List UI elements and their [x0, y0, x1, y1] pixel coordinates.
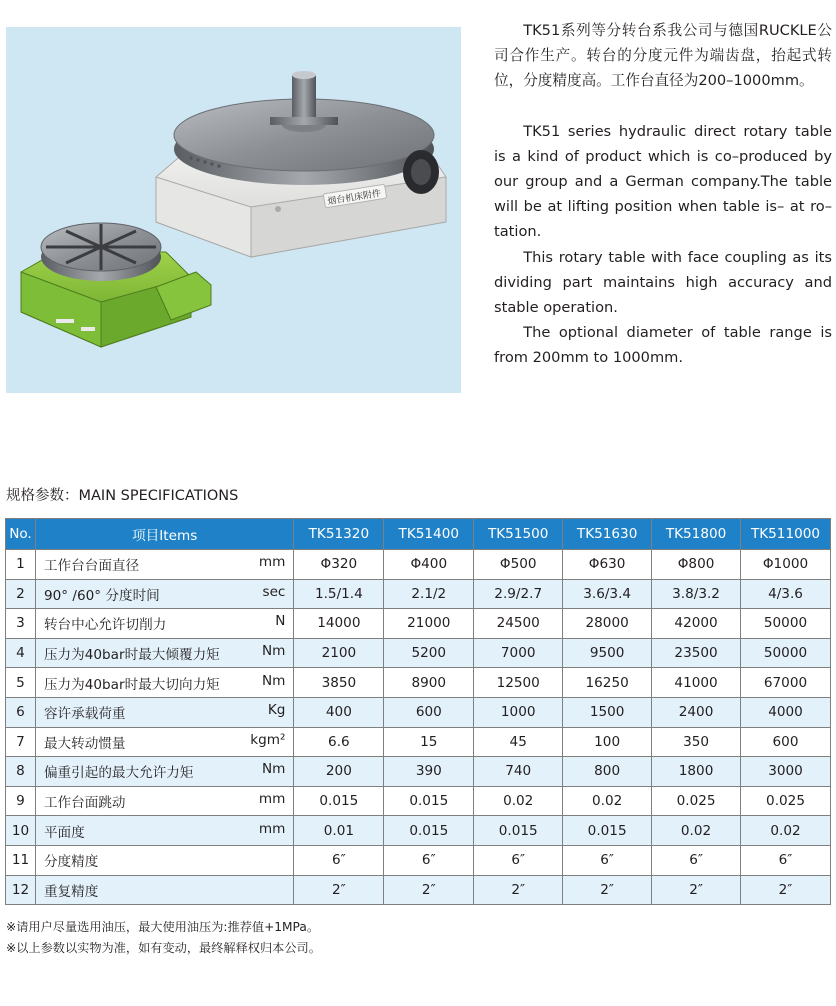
- table-row: [6, 757, 831, 787]
- value-cell: 2.9/2.7: [474, 579, 563, 609]
- intro-text: [494, 18, 832, 371]
- rotary-tables-illustration: [6, 27, 461, 393]
- item-unit: kgm²: [250, 731, 286, 748]
- value-cell: 0.01: [294, 816, 384, 846]
- value-cell: 4000: [741, 697, 831, 727]
- value-cell: 2.1/2: [384, 579, 474, 609]
- value-cell: 400: [294, 697, 384, 727]
- row-number: 5: [6, 668, 36, 698]
- header-model: TK51500: [474, 519, 563, 550]
- table-row: [6, 668, 831, 698]
- value-cell: 6.6: [294, 727, 384, 757]
- value-cell: 0.025: [741, 786, 831, 816]
- value-cell: 42000: [652, 609, 741, 639]
- item-unit: mm: [258, 791, 286, 808]
- item-cell: [35, 786, 293, 816]
- row-number: 8: [6, 757, 36, 787]
- value-cell: 3.6/3.4: [563, 579, 652, 609]
- table-row: [6, 638, 831, 668]
- header-no: No.: [6, 519, 36, 550]
- value-cell: 3850: [294, 668, 384, 698]
- value-cell: 0.015: [563, 816, 652, 846]
- item-name: 重复精度: [43, 883, 99, 900]
- value-cell: Φ630: [563, 550, 652, 580]
- item-name: 容许承载荷重: [43, 706, 126, 723]
- value-cell: 24500: [474, 609, 563, 639]
- value-cell: 4/3.6: [741, 579, 831, 609]
- specs-table-body: [6, 550, 831, 905]
- value-cell: 45: [474, 727, 563, 757]
- value-cell: 28000: [563, 609, 652, 639]
- header-model: TK51630: [563, 519, 652, 550]
- value-cell: 200: [294, 757, 384, 787]
- value-cell: 14000: [294, 609, 384, 639]
- value-cell: 0.015: [294, 786, 384, 816]
- value-cell: 67000: [741, 668, 831, 698]
- large-rotary-table: [156, 71, 446, 257]
- value-cell: 3.8/3.2: [652, 579, 741, 609]
- item-unit: Nm: [261, 672, 286, 689]
- item-unit: N: [275, 613, 286, 630]
- value-cell: 2″: [741, 875, 831, 905]
- specs-table: [5, 518, 831, 905]
- item-cell: [35, 697, 293, 727]
- item-name: 工作台面跳动: [43, 795, 126, 812]
- value-cell: 5200: [384, 638, 474, 668]
- intro-english-1: TK51 series hydraulic direct rotary table is a kind of product which is co–produced by our group and a German company.The table will be at lifting position when table is– at ro–tation.: [494, 122, 832, 241]
- value-cell: 100: [563, 727, 652, 757]
- value-cell: Φ400: [384, 550, 474, 580]
- item-name: 分度精度: [43, 854, 99, 871]
- table-row: [6, 579, 831, 609]
- header-model: TK511000: [741, 519, 831, 550]
- value-cell: 16250: [563, 668, 652, 698]
- row-number: 2: [6, 579, 36, 609]
- row-number: 11: [6, 845, 36, 875]
- value-cell: 23500: [652, 638, 741, 668]
- value-cell: Φ800: [652, 550, 741, 580]
- value-cell: Φ320: [294, 550, 384, 580]
- value-cell: 2″: [474, 875, 563, 905]
- value-cell: 0.015: [384, 816, 474, 846]
- value-cell: 0.015: [474, 816, 563, 846]
- item-cell: [35, 757, 293, 787]
- row-number: 4: [6, 638, 36, 668]
- row-number: 7: [6, 727, 36, 757]
- item-name: 工作台台面直径: [43, 558, 140, 575]
- value-cell: 21000: [384, 609, 474, 639]
- row-number: 12: [6, 875, 36, 905]
- row-number: 1: [6, 550, 36, 580]
- value-cell: 2″: [563, 875, 652, 905]
- table-row: [6, 786, 831, 816]
- value-cell: 0.02: [474, 786, 563, 816]
- header-model: TK51800: [652, 519, 741, 550]
- small-rotary-table: [21, 223, 211, 347]
- row-number: 10: [6, 816, 36, 846]
- item-cell: [35, 609, 293, 639]
- item-name: 压力为40bar时最大倾覆力矩: [43, 647, 220, 664]
- value-cell: 6″: [474, 845, 563, 875]
- item-unit: Nm: [261, 643, 286, 660]
- row-number: 6: [6, 697, 36, 727]
- table-row: [6, 845, 831, 875]
- footnotes: [6, 917, 321, 959]
- table-row: [6, 550, 831, 580]
- table-row: [6, 816, 831, 846]
- value-cell: 50000: [741, 609, 831, 639]
- footnote: ※请用户尽量选用油压，最大使用油压为:推荐值+1MPa。: [6, 920, 320, 934]
- table-row: [6, 697, 831, 727]
- value-cell: 41000: [652, 668, 741, 698]
- item-name: 最大转动惯量: [43, 735, 126, 752]
- value-cell: 0.025: [652, 786, 741, 816]
- value-cell: 8900: [384, 668, 474, 698]
- value-cell: Φ1000: [741, 550, 831, 580]
- footnote: ※以上参数以实物为准，如有变动，最终解释权归本公司。: [6, 941, 321, 955]
- header-model: TK51400: [384, 519, 474, 550]
- header-model: TK51320: [294, 519, 384, 550]
- product-photo: [6, 27, 461, 393]
- item-unit: sec: [262, 583, 286, 600]
- item-name: 90° /60° 分度时间: [43, 587, 160, 604]
- value-cell: 2″: [384, 875, 474, 905]
- item-name: 平面度: [43, 824, 85, 841]
- item-cell: [35, 668, 293, 698]
- item-name: 压力为40bar时最大切向力矩: [43, 676, 220, 693]
- intro-chinese: TK51系列等分转台系我公司与德国RUCKLE公司合作生产。转台的分度元件为端齿盘，抬起式转位，分度精度高。工作台直径为200–1000mm。: [494, 22, 832, 90]
- value-cell: 0.02: [652, 816, 741, 846]
- header-items: 项目Items: [35, 519, 293, 550]
- value-cell: 0.02: [563, 786, 652, 816]
- value-cell: 1000: [474, 697, 563, 727]
- value-cell: 390: [384, 757, 474, 787]
- intro-english-2: This rotary table with face coupling as its dividing part maintains high accuracy and stable operation.: [494, 248, 832, 317]
- value-cell: 2100: [294, 638, 384, 668]
- table-row: [6, 875, 831, 905]
- value-cell: 1800: [652, 757, 741, 787]
- value-cell: 12500: [474, 668, 563, 698]
- value-cell: 6″: [294, 845, 384, 875]
- value-cell: 50000: [741, 638, 831, 668]
- value-cell: Φ500: [474, 550, 563, 580]
- value-cell: 350: [652, 727, 741, 757]
- item-cell: [35, 638, 293, 668]
- value-cell: 1.5/1.4: [294, 579, 384, 609]
- value-cell: 2″: [294, 875, 384, 905]
- value-cell: 6″: [563, 845, 652, 875]
- value-cell: 2″: [652, 875, 741, 905]
- value-cell: 600: [741, 727, 831, 757]
- value-cell: 740: [474, 757, 563, 787]
- value-cell: 7000: [474, 638, 563, 668]
- value-cell: 9500: [563, 638, 652, 668]
- value-cell: 0.015: [384, 786, 474, 816]
- row-number: 3: [6, 609, 36, 639]
- value-cell: 6″: [652, 845, 741, 875]
- item-cell: [35, 875, 293, 905]
- value-cell: 2400: [652, 697, 741, 727]
- table-row: [6, 609, 831, 639]
- item-unit: Kg: [267, 702, 286, 719]
- item-unit: mm: [258, 820, 286, 837]
- value-cell: 600: [384, 697, 474, 727]
- table-row: [6, 727, 831, 757]
- value-cell: 1500: [563, 697, 652, 727]
- value-cell: 6″: [384, 845, 474, 875]
- value-cell: 3000: [741, 757, 831, 787]
- row-number: 9: [6, 786, 36, 816]
- value-cell: 800: [563, 757, 652, 787]
- value-cell: 6″: [741, 845, 831, 875]
- intro-english-3: The optional diameter of table range is from 200mm to 1000mm.: [494, 324, 832, 367]
- table-header-row: [6, 519, 831, 550]
- specs-title: 规格参数：MAIN SPECIFICATIONS: [6, 488, 239, 504]
- item-cell: [35, 579, 293, 609]
- item-cell: [35, 727, 293, 757]
- item-cell: [35, 550, 293, 580]
- nameplate-text: 烟台机床附件: [326, 188, 382, 208]
- item-unit: mm: [258, 554, 286, 571]
- item-cell: [35, 816, 293, 846]
- item-unit: Nm: [261, 761, 286, 778]
- item-name: 转台中心允许切削力: [43, 617, 167, 634]
- item-name: 偏重引起的最大允许力矩: [43, 765, 194, 782]
- item-cell: [35, 845, 293, 875]
- value-cell: 0.02: [741, 816, 831, 846]
- value-cell: 15: [384, 727, 474, 757]
